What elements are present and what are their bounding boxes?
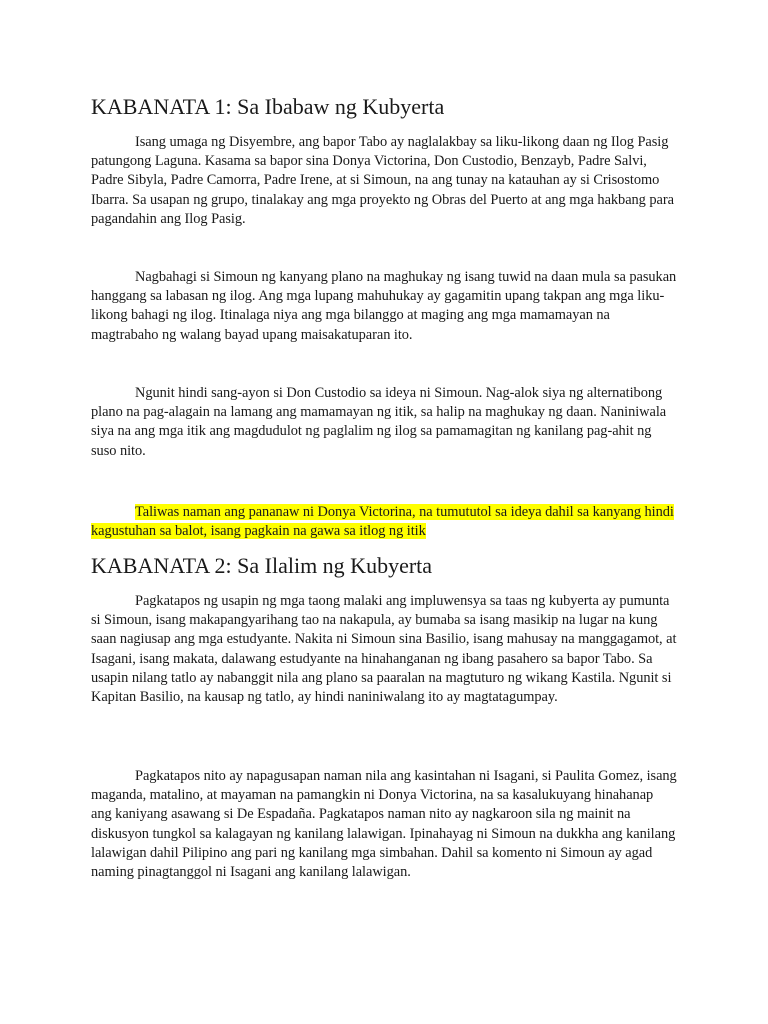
chapter-1-title: KABANATA 1: Sa Ibabaw ng Kubyerta: [91, 94, 445, 119]
chapter-1-paragraph-3: Ngunit hindi sang-ayon si Don Custodio sa ideya ni Simoun. Nag-alok siya ng alternatibong plano na pag-alagain na lamang ang mamamayan ng itik, sa halip na maghukay ng daan. Naniniwala siya na ang mga itik ang magdudulot ng paglalim ng ilog sa pamamagitan ng kanilang pag-ahit ng suso nito.: [91, 385, 667, 459]
chapter-1-paragraph-1: Isang umaga ng Disyembre, ang bapor Tabo ay naglalakbay sa liku-likong daan ng Ilog Pasig patungong Laguna. Kasama sa bapor sina Donya Victorina, Don Custodio, Benzayb, Padre Salvi, Padre Sibyla, Padre Camorra, Padre Irene, at si Simoun, na ang tunay na katauhan ay si Crisostomo Ibarra. Sa usapan ng grupo, tinalakay ang mga proyekto ng Obras del Puerto at ang mga hakbang para pagandahin ang Ilog Pasig.: [91, 134, 674, 227]
chapter-1-paragraph-2: Nagbahagi si Simoun ng kanyang plano na maghukay ng isang tuwid na daan mula sa pasukan hanggang sa labasan ng ilog. Ang mga lupang mahuhukay ay gagamitin upang takpan ang mga liku-likong bahagi ng ilog. Itinalaga niya ang mga bilanggo at maging ang mga mamamayan na magtrabaho ng walang bayad upang maisakatuparan ito.: [91, 269, 677, 343]
highlighted-text: Taliwas naman ang pananaw ni Donya Victorina, na tumututol sa ideya dahil sa kanyang hindi kagustuhan sa balot, isang pagkain na gawa sa itlog ng itik: [91, 504, 674, 540]
chapter-2-title: KABANATA 2: Sa Ilalim ng Kubyerta: [91, 553, 433, 578]
chapter-1-paragraph-4-highlighted: [91, 503, 677, 541]
chapter-2-paragraph-1: Pagkatapos ng usapin ng mga taong malaki ang impluwensya sa taas ng kubyerta ay pumunta si Simoun, isang makapangyarihang tao na nakapula, ay bumaba sa isang masikip na lugar na kung saan nagiusap ang mga estudyante. Nakita ni Simoun sina Basilio, isang mahusay na manggagamot, at Isagani, isang makata, dalawang estudyante na hinahanganan ng ibang pasahero sa bapor Tabo. Sa usapin nilang tatlo ay nabanggit nila ang plano sa paaralan na magtuturo ng wikang Kastila. Ngunit si Kapitan Basilio, na kausap ng tatlo, ay hindi naniniwalang ito ay magtatagumpay.: [91, 593, 677, 706]
chapter-2-paragraph-2: Pagkatapos nito ay napagusapan naman nila ang kasintahan ni Isagani, si Paulita Gomez, isang maganda, matalino, at mayaman na pamangkin ni Donya Victorina, na sa kasalukuyang hinahanap ang kaniyang asawang si De Espadaña. Pagkatapos naman nito ay nagkaroon sila ng mainit na diskusyon tungkol sa kalagayan ng kanilang lalawigan. Ipinahayag ni Simoun na dukkha ang kanilang lalawigan dahil Pilipino ang pari ng kanilang mga simbahan. Dahil sa komento ni Simoun ay agad naming pinagtanggol ni Isagani ang kanilang lalawigan.: [91, 768, 677, 881]
